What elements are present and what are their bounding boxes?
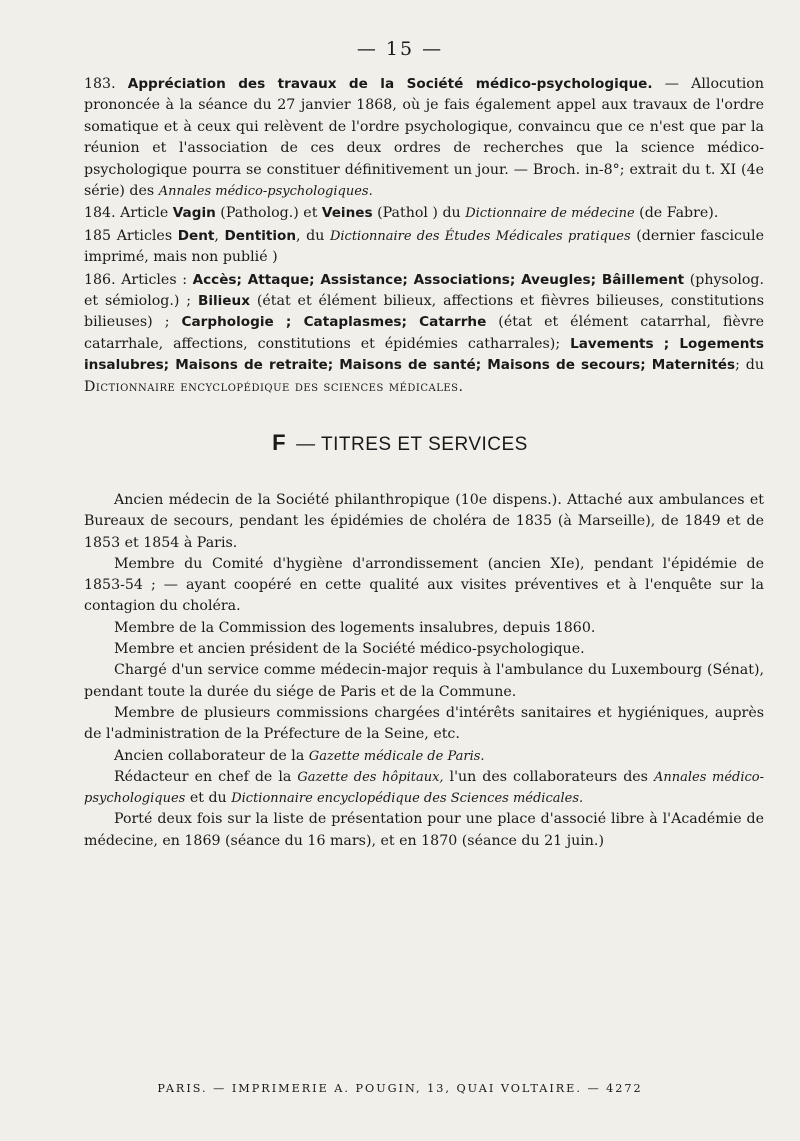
service-paragraph: Ancien médecin de la Société philanthropique (10e dispens.). Attaché aux ambulances et Bureaux de secours, pendant les épidémies de choléra de 1835 (à Marseille), de 1849 et de 1853 et 1854 à Paris. [84, 492, 764, 551]
entry-text: ; du [735, 357, 764, 374]
article-title: Bilieux [197, 293, 250, 310]
section-title: — TITRES ET SERVICES [296, 434, 528, 455]
printer-footer: PARIS. — IMPRIMERIE A. POUGIN, 13, QUAI VOLTAIRE. — 4272 [157, 1082, 643, 1095]
entry-text: (de Fabre). [634, 205, 719, 222]
dictionary-title: Dictionnaire des Études Médicales pratiques [329, 228, 631, 244]
service-paragraph: Membre du Comité d'hygiène d'arrondissement (ancien XIe), pendant l'épidémie de 1853-54 ; — ayant coopéré en cette qualité aux visites préventives et à l'enquête sur la contagion du choléra. [84, 555, 764, 615]
entry-text: (Patholog.) et [215, 205, 322, 222]
service-paragraph [84, 746, 764, 767]
section-letter: F [272, 430, 287, 455]
service-text: l'un des collaborateurs des [443, 768, 654, 785]
entry-number: 183. [84, 76, 116, 92]
entry-text: (dernier fascicule imprimé, mais non publié ) [84, 227, 764, 266]
entry-journal: Annales médico-psychologiques. [158, 184, 373, 200]
service-text: et du [185, 790, 232, 807]
article-titles: Accès; Attaque; Assistance; Associations; Aveugles; Bâillement [192, 271, 685, 288]
article-title: Dent [177, 227, 215, 244]
entry-number: 185 [84, 227, 112, 244]
entry-text: (physolog. et sémiolog.) ; [84, 271, 764, 310]
article-title: Dentition [224, 227, 297, 244]
article-title: Vagin [172, 205, 216, 222]
page-number: — 15 — [356, 38, 444, 60]
service-text: Rédacteur en chef de la [114, 768, 298, 785]
titles-and-services [84, 490, 764, 852]
entry-185 [84, 226, 764, 269]
entry-text: Articles : [121, 271, 193, 288]
dictionary-title: Dictionnaire encyclopédique des sciences médicales. [84, 378, 464, 395]
journal-title: Gazette médicale de Paris. [308, 748, 485, 764]
entry-text: , du [296, 227, 330, 244]
bibliography-entries [84, 74, 764, 399]
article-title: Veines [321, 205, 373, 222]
service-paragraph: Membre et ancien président de la Société médico-psychologique. [114, 641, 585, 658]
service-text: Ancien collaborateur de la [114, 747, 309, 764]
entry-text: Article [120, 205, 173, 222]
entry-186 [84, 270, 764, 398]
entry-title: Appréciation des travaux de la Société médico-psychologique. [127, 76, 653, 92]
entry-text: (état et élément catarrhal, fièvre catarrhale, affections, constitutions et épidémies catharrales); [84, 314, 765, 352]
service-paragraph: Porté deux fois sur la liste de présentation pour une place d'associé libre à l'Académie de médecine, en 1869 (séance du 16 mars), et en 1870 (séance du 21 juin.) [84, 811, 764, 849]
article-titles: Carphologie ; Cataplasmes; Catarrhe [181, 314, 487, 331]
service-paragraph: Membre de plusieurs commissions chargées d'intérêts sanitaires et hygiéniques, auprès de l'administration de la Préfecture de la Seine, etc. [84, 704, 764, 743]
entry-183 [84, 74, 764, 202]
journal-title: Dictionnaire encyclopédique des Sciences médicales. [231, 791, 584, 807]
service-paragraph: Chargé d'un service comme médecin-major requis à l'ambulance du Luxembourg (Sénat), pendant toute la durée du siége de Paris et de la Commune. [84, 662, 764, 700]
entry-text: Articles [116, 227, 178, 244]
entry-text: (Pathol ) du [372, 205, 466, 222]
journal-title: Gazette des hôpitaux, [297, 769, 444, 785]
service-paragraph [84, 767, 764, 810]
dictionary-title: Dictionnaire de médecine [465, 206, 635, 222]
service-paragraph: Membre de la Commission des logements insalubres, depuis 1860. [114, 619, 596, 636]
journal-title: Annales médico-psychologiques [84, 769, 764, 807]
article-titles: Lavements ; Logements insalubres; Maisons de retraite; Maisons de santé; Maisons de secours; Maternités [84, 335, 765, 374]
entry-text: , [214, 227, 225, 244]
entry-184 [84, 203, 764, 224]
entry-number: 186. [84, 271, 116, 288]
entry-text: (état et élément bilieux, affections et fièvres bilieuses, constitutions bilieuses) ; [84, 293, 765, 331]
entry-text: — Allocution prononcée à la séance du 27 janvier 1868, où je fais également appel aux travaux de l'ordre somatique et à ceux qui relèvent de l'ordre psychologique, convaincu que ce n'est que par la réunion et l'association de ces deux ordres de recherches que la science médico-psychologique pourra se constituer définitivement un jour. — Broch. in-8°; extrait du t. XI (4e série) des [84, 76, 764, 200]
section-heading [0, 430, 800, 456]
entry-number: 184. [84, 205, 116, 222]
